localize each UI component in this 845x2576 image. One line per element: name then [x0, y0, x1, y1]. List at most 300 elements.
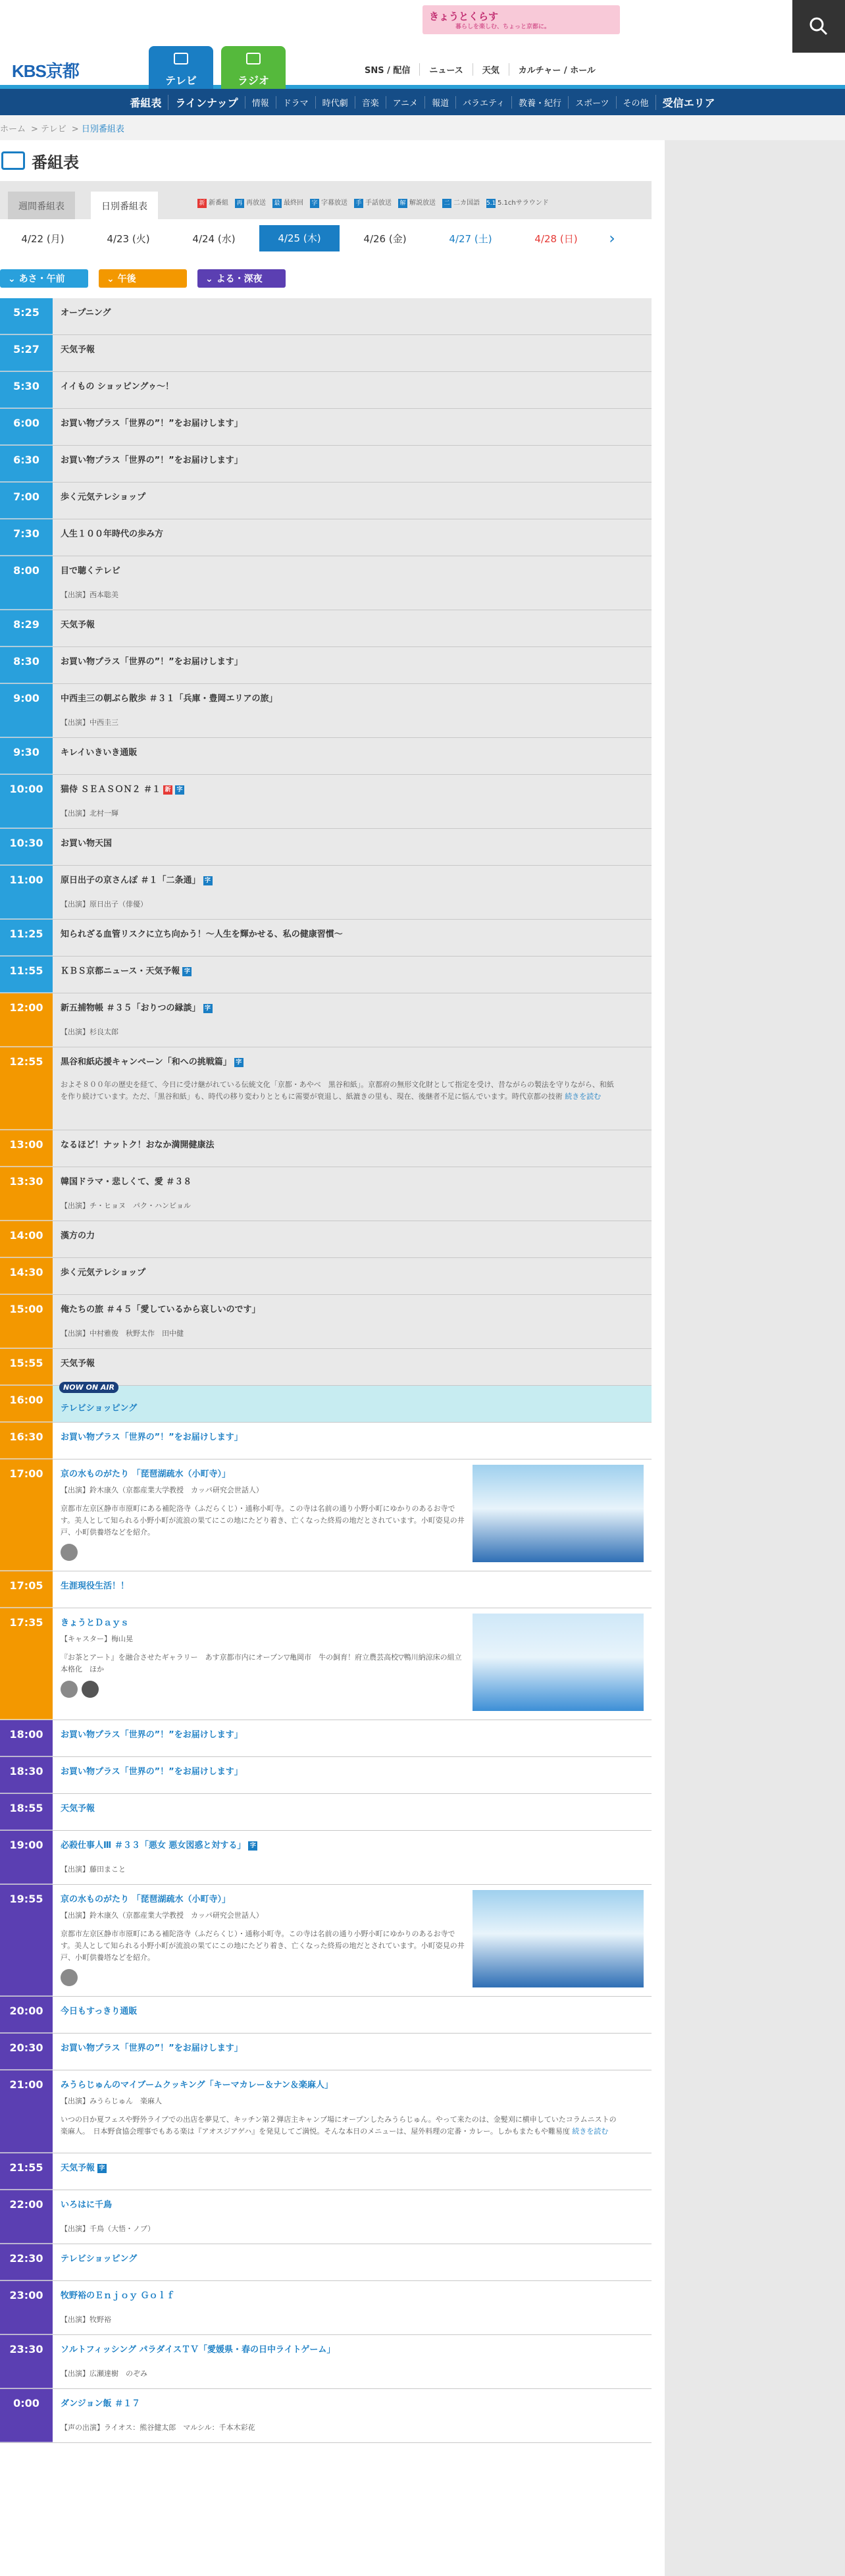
- program-time: 18:00: [0, 1720, 53, 1756]
- program-description-text: およそ８００年の歴史を経て、今日に受け継がれている伝統文化「京都・あやべ 黒谷和紙」。京都府の無形文化財として指定を受け、昔ながらの製法を守りながら、和紙を作り続けています。ただ、「黒谷和紙」も、時代の移り変わりとともに需要が衰退し、紙漉きの里も、現在、後継者不足に悩んでいます。時代京都の技術: [61, 1080, 614, 1101]
- program-cell[interactable]: [53, 519, 652, 556]
- breadcrumb-current: 日別番組表: [81, 124, 124, 134]
- program-cell[interactable]: [53, 1349, 652, 1385]
- program-row[interactable]: [0, 1997, 652, 2034]
- genre-nav-item[interactable]: 教養・紀行: [511, 96, 568, 109]
- program-time: 23:30: [0, 2335, 53, 2388]
- program-time: 18:30: [0, 1757, 53, 1793]
- program-row[interactable]: [0, 1349, 652, 1386]
- date-tab-selected[interactable]: 4/25 (木): [259, 225, 340, 251]
- program-time: 11:55: [0, 957, 53, 993]
- program-row[interactable]: [0, 446, 652, 483]
- program-title-text: イイもの ショッピングゥ〜！: [61, 382, 174, 392]
- program-title-text: テレビショッピング: [61, 1404, 138, 1413]
- program-row[interactable]: [0, 1831, 652, 1885]
- legend-label: 再放送: [246, 199, 266, 207]
- program-title[interactable]: [61, 745, 644, 758]
- program-title-text: 目で聴くテレビ: [61, 566, 120, 576]
- program-time: 9:30: [0, 738, 53, 774]
- legend-label: 字幕放送: [321, 199, 347, 207]
- program-cell[interactable]: [53, 2281, 652, 2334]
- program-title[interactable]: [61, 618, 644, 630]
- legend-mark: 字: [310, 199, 319, 208]
- program-title-text: 天気予報: [61, 620, 95, 630]
- program-title[interactable]: [61, 2078, 644, 2090]
- program-time: 5:27: [0, 335, 53, 371]
- program-row[interactable]: [0, 2244, 652, 2281]
- program-title-text: なるほど！ナットク！おなか満開健康法: [61, 1140, 215, 1150]
- program-time: 6:30: [0, 446, 53, 482]
- program-cell[interactable]: [53, 1720, 652, 1756]
- program-cell[interactable]: [53, 1383, 652, 1422]
- program-row[interactable]: [0, 1423, 652, 1459]
- program-title[interactable]: [61, 564, 644, 576]
- legend-label: 手話放送: [365, 199, 392, 207]
- program-title[interactable]: [61, 1838, 644, 1851]
- genre-nav-item[interactable]: 時代劇: [315, 96, 355, 109]
- program-cell[interactable]: [53, 1423, 652, 1459]
- program-title-text: お買い物プラス「世界の”！”をお届けします」: [61, 1767, 243, 1777]
- program-title-text: 新五捕物帳 ＃３５「おりつの縁談」: [61, 1003, 201, 1013]
- program-title[interactable]: [61, 2342, 644, 2355]
- program-cell[interactable]: [53, 335, 652, 371]
- nav-sns[interactable]: SNS / 配信: [365, 66, 411, 76]
- program-title[interactable]: [61, 1174, 644, 1187]
- legend-item: [235, 197, 266, 208]
- program-time: 19:55: [0, 1885, 53, 1996]
- date-selector: [0, 219, 652, 257]
- program-title[interactable]: [61, 1579, 644, 1591]
- program-row[interactable]: [0, 1258, 652, 1295]
- program-description: [61, 1503, 469, 1538]
- genre-nav-item[interactable]: 音楽: [355, 96, 386, 109]
- program-row[interactable]: [0, 519, 652, 556]
- program-title-text: 中西圭三の朝ぶら散歩 ＃３１「兵庫・豊岡エリアの旅」: [61, 694, 278, 704]
- program-cell[interactable]: [53, 1831, 652, 1884]
- program-cell[interactable]: [53, 1167, 652, 1221]
- program-row[interactable]: [0, 1167, 652, 1221]
- program-row[interactable]: [0, 775, 652, 829]
- program-badge: 字: [248, 1841, 257, 1851]
- program-thumbnail[interactable]: [473, 1465, 644, 1562]
- program-cast: 【出演】藤田まこと: [61, 1865, 126, 1874]
- program-row[interactable]: [0, 1794, 652, 1831]
- program-cell[interactable]: [53, 1794, 652, 1830]
- program-title-text: ＫＢＳ京都ニュース・天気予報: [61, 966, 180, 976]
- program-cell[interactable]: [53, 829, 652, 865]
- program-title-text: みうらじゅんのマイブームクッキング「キーマカレー＆ナン＆楽麻人」: [61, 2080, 333, 2090]
- genre-nav-item[interactable]: 受信エリア: [655, 95, 722, 110]
- program-title-text: 天気予報: [61, 2163, 95, 2173]
- program-title[interactable]: [61, 1401, 644, 1413]
- program-cell[interactable]: [53, 298, 652, 334]
- program-title[interactable]: [61, 691, 644, 704]
- program-badge: 字: [234, 1058, 243, 1067]
- legend-label: 5.1chサラウンド: [498, 199, 549, 207]
- program-cell[interactable]: [53, 409, 652, 445]
- program-cell[interactable]: [53, 920, 652, 956]
- program-cell[interactable]: [53, 483, 652, 519]
- program-cell[interactable]: [53, 1997, 652, 2033]
- now-on-air-badge: NOW ON AIR: [59, 1382, 118, 1393]
- program-row[interactable]: [0, 1383, 652, 1423]
- program-time: 5:25: [0, 298, 53, 334]
- program-title[interactable]: [61, 2161, 644, 2173]
- program-cell[interactable]: [53, 1571, 652, 1608]
- legend-item: [486, 197, 549, 208]
- program-time: 6:00: [0, 409, 53, 445]
- program-time: 20:00: [0, 1997, 53, 2033]
- legend-mark: 新: [197, 199, 207, 208]
- program-row[interactable]: [0, 1757, 652, 1794]
- program-row[interactable]: [0, 1130, 652, 1167]
- tab-weekly[interactable]: 週間番組表: [8, 192, 75, 219]
- program-row[interactable]: [0, 829, 652, 866]
- program-title[interactable]: [61, 782, 644, 795]
- legend-mark: 二: [442, 199, 451, 208]
- program-row[interactable]: [0, 866, 652, 920]
- date-tab[interactable]: 4/22 (月): [21, 232, 64, 245]
- program-row[interactable]: [0, 684, 652, 738]
- program-cell[interactable]: [53, 2335, 652, 2388]
- program-title-text: 歩く元気テレショップ: [61, 1268, 146, 1278]
- program-cell[interactable]: [53, 1047, 652, 1130]
- program-title-text: お買い物プラス「世界の”！”をお届けします」: [61, 2043, 243, 2053]
- program-cast: 【出演】みうらじゅん 楽麻人: [61, 2097, 162, 2105]
- program-title[interactable]: [61, 964, 644, 976]
- program-cast: 【出演】杉良太郎: [61, 1028, 118, 1036]
- program-cell[interactable]: [53, 1295, 652, 1348]
- program-time: 8:30: [0, 647, 53, 683]
- page-title-text: 番組表: [32, 153, 79, 172]
- program-title[interactable]: [61, 2251, 644, 2264]
- program-title[interactable]: [61, 1764, 644, 1777]
- program-time: 5:30: [0, 372, 53, 408]
- program-time: 22:00: [0, 2190, 53, 2244]
- program-cell[interactable]: [53, 738, 652, 774]
- legend-item: [398, 197, 436, 208]
- program-title[interactable]: [61, 2396, 644, 2409]
- program-title[interactable]: [61, 416, 644, 429]
- program-row[interactable]: [0, 920, 652, 957]
- program-cell[interactable]: [53, 1757, 652, 1793]
- program-grid: [0, 298, 652, 2443]
- right-sidebar: [665, 140, 845, 2576]
- program-title-text: 天気予報: [61, 1359, 95, 1369]
- program-row[interactable]: [0, 556, 652, 610]
- search-icon: [809, 16, 829, 36]
- program-row[interactable]: [0, 483, 652, 519]
- program-cast: 【出演】北村一輝: [61, 809, 118, 818]
- program-cell[interactable]: [53, 957, 652, 993]
- program-title[interactable]: [61, 1302, 644, 1315]
- program-cell[interactable]: [53, 647, 652, 683]
- period-button[interactable]: [99, 269, 187, 288]
- date-tab[interactable]: 4/24 (水): [192, 232, 236, 245]
- kurasu-title: きょうとくらす: [429, 11, 499, 22]
- program-title[interactable]: [61, 379, 644, 392]
- program-row[interactable]: [0, 610, 652, 647]
- program-time: 21:00: [0, 2070, 53, 2153]
- program-title-text: 猫侍 ＳＥＡＳＯＮ２ ＃１: [61, 785, 161, 795]
- program-thumbnail[interactable]: [473, 1890, 644, 1987]
- program-row[interactable]: [0, 647, 652, 684]
- program-time: 19:00: [0, 1831, 53, 1884]
- program-row[interactable]: [0, 335, 652, 372]
- program-title[interactable]: [61, 654, 644, 667]
- program-row[interactable]: [0, 2034, 652, 2070]
- program-time: 14:30: [0, 1258, 53, 1294]
- program-badge: 字: [182, 967, 192, 976]
- program-title[interactable]: [61, 927, 644, 939]
- legend-label: 二カ国語: [453, 199, 480, 207]
- program-row[interactable]: [0, 2335, 652, 2389]
- program-title[interactable]: [61, 2197, 644, 2210]
- date-tab[interactable]: 4/23 (火): [107, 232, 150, 245]
- site-header: [0, 0, 845, 89]
- program-title-text: 俺たちの旅 ＃４５「愛しているから哀しいのです」: [61, 1305, 261, 1315]
- legend-item: [354, 197, 392, 208]
- genre-nav-item[interactable]: その他: [616, 96, 655, 109]
- chevron-down-icon: ⌄: [107, 274, 118, 284]
- program-cell[interactable]: [53, 2389, 652, 2442]
- program-title-text: 韓国ドラマ・悲しくて、愛 ＃３８: [61, 1177, 192, 1187]
- program-title[interactable]: [61, 2041, 644, 2053]
- breadcrumb-home[interactable]: ホーム: [0, 124, 26, 134]
- x-twitter-icon[interactable]: [82, 1681, 99, 1698]
- program-title-text: 必殺仕事人Ⅲ ＃３３「悪女 悪女図惑と対する」: [61, 1841, 246, 1851]
- program-description-text: 京都市左京区静市市原町にある補陀洛寺（ふだらくじ）・通称小町寺。この寺は名前の通り小野小町にゆかりのあるお寺です。美人として知られる小野小町が流浪の果てにこの地にたどり着き、亡くなった終焉の地だとされています。小町姿見の井戸、小町供養塔などを紹介。: [61, 1930, 465, 1962]
- tab-daily[interactable]: 日別番組表: [91, 192, 158, 219]
- period-button[interactable]: [0, 269, 88, 288]
- program-time: 13:00: [0, 1130, 53, 1167]
- web-link-icon[interactable]: [61, 1681, 78, 1698]
- program-title-text: 天気予報: [61, 1804, 95, 1814]
- chevron-down-icon: ⌄: [205, 274, 217, 284]
- genre-nav-item[interactable]: スポーツ: [568, 96, 615, 109]
- program-row[interactable]: [0, 957, 652, 993]
- radio-icon: [246, 53, 261, 65]
- genre-nav-item[interactable]: アニメ: [386, 96, 424, 109]
- program-time: 13:30: [0, 1167, 53, 1221]
- program-cell[interactable]: [53, 866, 652, 919]
- period-button-label: あさ・午前: [18, 274, 65, 284]
- program-title[interactable]: [61, 1801, 644, 1814]
- program-title[interactable]: [61, 305, 644, 318]
- program-badge: 字: [203, 876, 213, 885]
- program-title[interactable]: [61, 1138, 644, 1150]
- program-title[interactable]: [61, 1055, 644, 1067]
- program-cell[interactable]: [53, 1221, 652, 1257]
- program-time: 17:05: [0, 1571, 53, 1608]
- program-row[interactable]: [0, 1571, 652, 1608]
- program-title[interactable]: [61, 1430, 644, 1442]
- program-cell[interactable]: [53, 993, 652, 1047]
- program-cell[interactable]: [53, 775, 652, 828]
- program-title[interactable]: [61, 1727, 644, 1740]
- program-title[interactable]: [61, 1001, 644, 1013]
- program-time: 8:29: [0, 610, 53, 646]
- program-title[interactable]: [61, 836, 644, 849]
- program-title-text: 今日もすっきり通販: [61, 2007, 138, 2016]
- kbs-logo[interactable]: KBS京都: [12, 61, 79, 81]
- legend-label: 最終回: [284, 199, 303, 207]
- program-row[interactable]: [0, 1720, 652, 1757]
- program-row[interactable]: [0, 1221, 652, 1258]
- legend-item: [272, 197, 303, 208]
- program-row[interactable]: [0, 2389, 652, 2443]
- genre-nav-item[interactable]: 番組表: [130, 96, 162, 109]
- program-title[interactable]: [61, 873, 644, 885]
- program-time: 11:25: [0, 920, 53, 956]
- main-content: [0, 140, 845, 2432]
- program-row[interactable]: [0, 2281, 652, 2335]
- date-tab[interactable]: 4/26 (金): [363, 232, 407, 245]
- program-description-text: いつの日か夏フェスや野外ライブでの出店を夢見て、キッチン第２弾店主キャンプ場にオープンしたみうらじゅん。やって来たのは、金髪刈に横申していたコラムニストの楽麻人。 日本野食協会理事でもある楽は『アオスジアゲハ』を発見してご満悦。そんな本日のメニューは、屋外料理の定番・カレー。しかもまたもや難易度: [61, 2115, 617, 2136]
- program-row[interactable]: [0, 1459, 652, 1571]
- program-badge: 字: [175, 785, 184, 795]
- program-cell[interactable]: [53, 556, 652, 610]
- program-cell[interactable]: [53, 2070, 652, 2153]
- legend-mark: 再: [235, 199, 244, 208]
- program-title[interactable]: [61, 342, 644, 355]
- program-row[interactable]: [0, 2070, 652, 2153]
- program-title[interactable]: [61, 1228, 644, 1241]
- period-button-label: よる・深夜: [216, 274, 263, 284]
- program-title[interactable]: [61, 2288, 644, 2301]
- program-row[interactable]: [0, 1608, 652, 1720]
- program-cell[interactable]: [53, 372, 652, 408]
- legend-mark: 最: [272, 199, 282, 208]
- breadcrumb-tv[interactable]: テレビ: [41, 124, 66, 134]
- program-title-text: キレイいきいき通販: [61, 748, 138, 758]
- program-cell[interactable]: [53, 610, 652, 646]
- program-description: [61, 2114, 620, 2138]
- program-time: 21:55: [0, 2153, 53, 2190]
- next-week-arrow-icon[interactable]: ›: [609, 229, 615, 248]
- program-title-text: 漢方の力: [61, 1231, 95, 1241]
- program-cell[interactable]: [53, 2190, 652, 2244]
- program-cast: 【出演】中西圭三: [61, 718, 118, 727]
- program-cell[interactable]: [53, 2034, 652, 2070]
- program-title-text: ソルトフィッシング パラダイスＴＶ「愛媛県・春の日中ライトゲーム」: [61, 2345, 336, 2355]
- program-time: 20:30: [0, 2034, 53, 2070]
- search-button[interactable]: [792, 0, 845, 53]
- tab-radio[interactable]: [221, 46, 286, 89]
- program-row[interactable]: [0, 993, 652, 1047]
- program-title[interactable]: [61, 527, 644, 539]
- program-row[interactable]: [0, 298, 652, 335]
- genre-nav-item[interactable]: ドラマ: [276, 96, 315, 109]
- program-cast: 【出演】西本聡美: [61, 591, 118, 599]
- program-time: 0:00: [0, 2389, 53, 2442]
- view-tabs: [0, 181, 652, 219]
- program-time: 17:35: [0, 1608, 53, 1720]
- program-time: 16:30: [0, 1423, 53, 1459]
- program-row[interactable]: [0, 2190, 652, 2244]
- program-thumbnail[interactable]: [473, 1614, 644, 1711]
- program-row[interactable]: [0, 1047, 652, 1130]
- nav-culture[interactable]: カルチャー / ホール: [509, 63, 605, 76]
- program-cell[interactable]: [53, 446, 652, 482]
- program-cell[interactable]: [53, 684, 652, 737]
- top-nav: [355, 63, 605, 76]
- program-title[interactable]: [61, 1356, 644, 1369]
- genre-nav-item[interactable]: 情報: [245, 96, 276, 109]
- program-badge: 新: [163, 785, 172, 795]
- program-time: 23:00: [0, 2281, 53, 2334]
- program-time: 9:00: [0, 684, 53, 737]
- program-title-text: お買い物プラス「世界の”！”をお届けします」: [61, 1433, 243, 1442]
- tv-icon: [1, 151, 25, 170]
- program-title-text: 京の水ものがたり 「琵琶湖疏水（小町寺）」: [61, 1469, 231, 1479]
- program-title[interactable]: [61, 2004, 644, 2016]
- program-cell[interactable]: [53, 1130, 652, 1167]
- program-title[interactable]: [61, 1265, 644, 1278]
- program-cell[interactable]: [53, 2153, 652, 2190]
- program-time: 7:00: [0, 483, 53, 519]
- program-row[interactable]: [0, 1295, 652, 1349]
- tab-tv[interactable]: [149, 46, 213, 89]
- program-title[interactable]: [61, 490, 644, 502]
- program-row[interactable]: [0, 1885, 652, 1997]
- read-more-link[interactable]: 続きを読む: [565, 1092, 602, 1101]
- program-time: 17:00: [0, 1459, 53, 1571]
- legend-label: 解説放送: [409, 199, 436, 207]
- program-time: 14:00: [0, 1221, 53, 1257]
- program-cell[interactable]: [53, 1608, 652, 1720]
- program-time: 8:00: [0, 556, 53, 610]
- read-more-link[interactable]: 続きを読む: [572, 2127, 609, 2136]
- program-row[interactable]: [0, 409, 652, 446]
- program-title-text: 生涯現役生活！！: [61, 1581, 130, 1591]
- nav-news[interactable]: ニュース: [419, 63, 472, 76]
- kurasu-banner[interactable]: [423, 5, 620, 34]
- legend-item: [197, 197, 228, 208]
- date-tab[interactable]: 4/28 (日): [534, 232, 578, 245]
- legend-mark: 解: [398, 199, 407, 208]
- program-row[interactable]: [0, 738, 652, 775]
- program-cell[interactable]: [53, 1459, 652, 1571]
- program-title-text: 原日出子の京さんぽ ＃１「二条通」: [61, 876, 201, 885]
- genre-nav-item[interactable]: 報道: [424, 96, 455, 109]
- period-button-label: 午後: [117, 274, 136, 284]
- program-cast: 【声の出演】ライオス：熊谷健太郎 マルシル：千本木彩花: [61, 2423, 255, 2432]
- program-cell[interactable]: [53, 2244, 652, 2280]
- program-time: 15:00: [0, 1295, 53, 1348]
- date-tab[interactable]: 4/27 (土): [449, 232, 492, 245]
- program-cell[interactable]: [53, 1885, 652, 1996]
- web-link-icon[interactable]: [61, 1969, 78, 1986]
- program-time: 10:00: [0, 775, 53, 828]
- program-cast: 【キャスター】梅山晃: [61, 1635, 133, 1643]
- nav-weather[interactable]: 天気: [473, 63, 509, 76]
- program-description-text: 『お茶とアート』を融合させたギャラリー あす京都市内にオープン▽亀岡市 牛の飼育！府立農芸高校▽鴨川納涼床の組立本格化 ほか: [61, 1653, 462, 1673]
- legend-mark: 5.1: [486, 200, 496, 207]
- legend-label: 新番組: [209, 199, 228, 207]
- program-cast: 【出演】牧野裕: [61, 2315, 111, 2324]
- program-badge: 字: [203, 1004, 213, 1013]
- genre-nav-item[interactable]: ラインナップ: [168, 95, 244, 110]
- genre-nav-item[interactable]: バラエティ: [455, 96, 511, 109]
- period-button[interactable]: [197, 269, 286, 288]
- program-cell[interactable]: [53, 1258, 652, 1294]
- program-row[interactable]: [0, 372, 652, 409]
- program-title[interactable]: [61, 453, 644, 465]
- program-row[interactable]: [0, 2153, 652, 2190]
- legend-item: [442, 197, 480, 208]
- web-link-icon[interactable]: [61, 1544, 78, 1561]
